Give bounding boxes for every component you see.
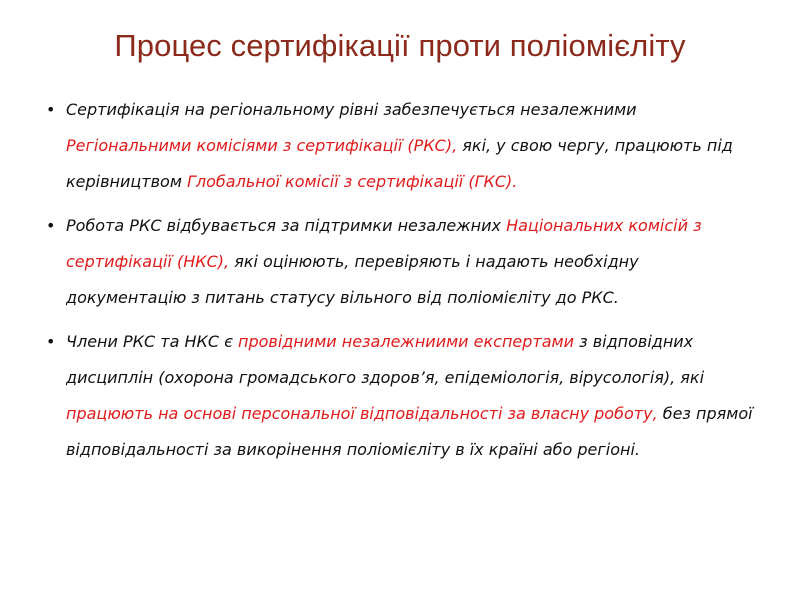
bullet-item — [40, 92, 760, 200]
bullet-text: Робота РКС відбувається за підтримки незалежних — [66, 216, 507, 235]
bullet-dot-icon: • — [46, 100, 56, 119]
bullet-dot-icon: • — [46, 332, 56, 351]
highlighted-text: провідними незалежниими експертами — [237, 332, 575, 351]
bullet-text: Члени РКС та НКС є — [66, 332, 238, 351]
slide-title: Процес сертифікації проти поліомієліту — [114, 28, 686, 63]
bullet-text: з відповідних дисциплін (охорона громадського здоров’я, епідеміологія, вірусологія), які — [66, 332, 705, 387]
bullet-item — [40, 324, 760, 468]
bullet-text: які, у свою чергу, працюють під керівництвом — [66, 136, 733, 191]
highlighted-text: Регіональними комісіями з сертифікації (РКС), — [66, 136, 458, 155]
bullet-dot-icon: • — [46, 216, 56, 235]
bullet-text: Сертифікація на регіональному рівні забезпечується незалежними — [66, 100, 637, 119]
highlighted-text: Національних комісій з сертифікації (НКС), — [66, 216, 702, 271]
bullet-item — [40, 208, 760, 316]
bullet-text: без прямої відповідальності за викорінення поліомієліту в їх країні або регіоні. — [66, 404, 753, 459]
highlighted-text: Глобальної комісії з сертифікації (ГКС). — [186, 172, 518, 191]
bullet-list — [40, 92, 760, 476]
bullet-text: які оцінюють, перевіряють і надають необхідну документацію з питань статусу вільного від поліомієліту до РКС. — [66, 252, 639, 307]
highlighted-text: працюють на основі персональної відповідальності за власну роботу, — [66, 404, 658, 423]
